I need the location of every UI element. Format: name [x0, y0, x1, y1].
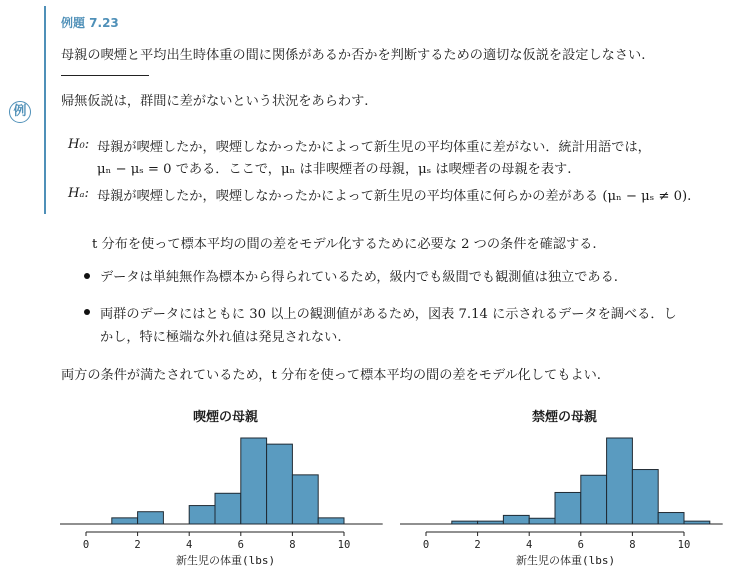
example-question: 母親の喫煙と平均出生時体重の間に関係があるか否かを判断するための適切な仮説を設定しなさい. — [61, 48, 646, 63]
histogram-bar — [215, 493, 241, 524]
x-tick-label: 8 — [629, 539, 636, 551]
h0-text-line1: 母親が喫煙したか，喫煙しなかったかによって新生児の平均体重に差がない．統計用語では， — [97, 140, 651, 155]
chart-nonsmoking-title: 禁煙の母親 — [532, 410, 598, 425]
answer-intro: 帰無仮説は，群間に差がないという状況をあらわす. — [61, 94, 369, 109]
histogram-bar — [241, 438, 267, 524]
histogram-bar — [267, 444, 293, 524]
conditions-intro: t 分布を使って標本平均の間の差をモデル化するために必要な 2 つの条件を確認する. — [92, 237, 597, 252]
ha-label: Hₐ: — [68, 186, 89, 201]
x-tick-label: 6 — [577, 539, 584, 551]
chart-nonsmoking-xlabel: 新生児の体重(lbs) — [516, 554, 616, 567]
answer-divider — [61, 75, 149, 76]
x-tick-label: 10 — [677, 539, 691, 551]
x-tick-label: 6 — [237, 539, 244, 551]
histogram-bar — [138, 512, 164, 524]
histogram-bar — [581, 475, 607, 524]
bullet-icon — [84, 309, 90, 315]
histogram-bar — [607, 438, 633, 524]
histogram-bar — [555, 492, 581, 524]
histogram-bar — [503, 515, 529, 524]
histogram-bar — [189, 506, 215, 524]
histogram-bar — [632, 470, 658, 524]
example-title: 例題 7.23 — [61, 16, 119, 30]
ha-text: 母親が喫煙したか，喫煙しなかったかによって新生児の平均体重に何らかの差がある (μₙ − μₛ ≠ 0). — [97, 189, 692, 204]
x-tick-label: 4 — [526, 539, 533, 551]
h0-label: H₀: — [68, 137, 90, 152]
chart-nonsmoking-histogram — [400, 430, 730, 555]
x-tick-label: 10 — [337, 539, 351, 551]
bullet-icon — [84, 273, 90, 279]
x-tick-label: 4 — [186, 539, 193, 551]
chart-smoking-title: 喫煙の母親 — [193, 410, 259, 425]
example-badge-icon: 例 — [9, 101, 31, 123]
condition-bullet-2-line1: 両群のデータにはともに 30 以上の観測値があるため，図表 7.14 に示されるデータを調べる．し — [100, 307, 677, 322]
x-tick-label: 8 — [289, 539, 296, 551]
histogram-bar — [684, 521, 710, 524]
histogram-bar — [529, 518, 555, 524]
conclusion-text: 両方の条件が満たされているため，t 分布を使って標本平均の間の差をモデル化してもよい. — [61, 368, 601, 383]
histogram-bar — [112, 518, 138, 524]
histogram-bar — [478, 521, 504, 524]
h0-text-line2: μₙ − μₛ = 0 である．ここで，μₙ は非喫煙者の母親，μₛ は喫煙者の母親を表す. — [97, 162, 572, 177]
x-tick-label: 0 — [82, 539, 90, 551]
histogram-bar — [318, 518, 344, 524]
histogram-bar — [452, 521, 478, 524]
histogram-bar — [292, 475, 318, 524]
x-tick-label: 0 — [422, 539, 430, 551]
x-tick-label: 2 — [134, 539, 141, 551]
x-tick-label: 2 — [474, 539, 481, 551]
chart-smoking-xlabel: 新生児の体重(lbs) — [176, 554, 276, 567]
condition-bullet-2-line2: かし，特に極端な外れ値は発見されない. — [100, 330, 342, 345]
histogram-bar — [658, 513, 684, 524]
chart-smoking-histogram — [60, 430, 390, 555]
condition-bullet-1: データは単純無作為標本から得られているため，級内でも級間でも観測値は独立である. — [100, 270, 618, 285]
example-sidebar-rule — [44, 6, 46, 214]
